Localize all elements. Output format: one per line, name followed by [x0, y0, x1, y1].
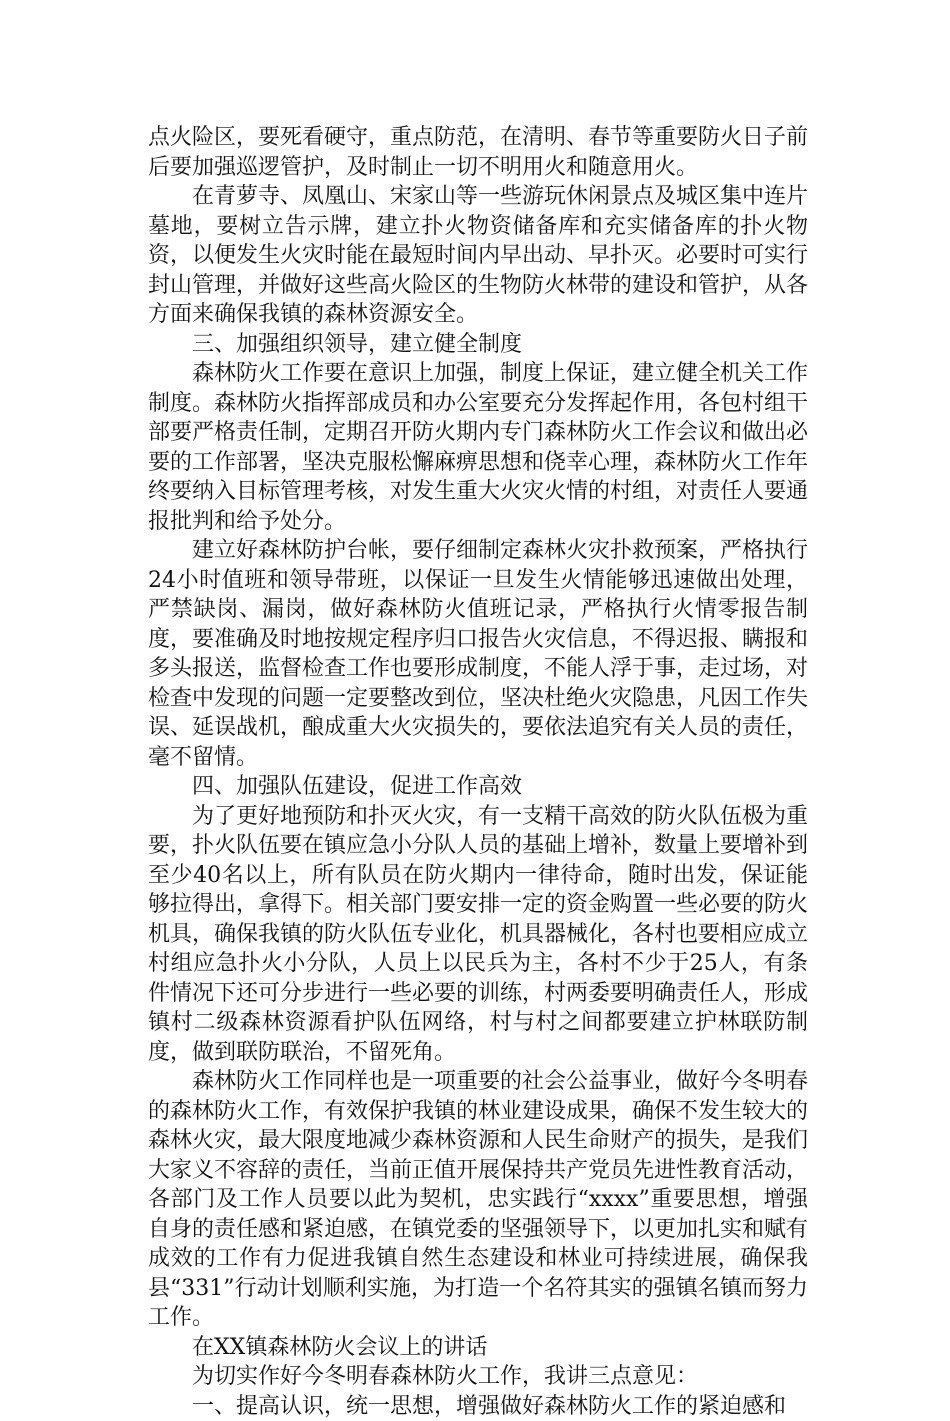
paragraph-organization: 森林防火工作要在意识上加强，制度上保证，建立健全机关工作制度。森林防火指挥部成员和办公室要充分发挥起作用，各包村组干部要严格责任制，定期召开防火期内专门森林防火工作会议和做出必要的工作部署，坚决克服松懈麻痹思想和侥幸心理，森林防火工作年终要纳入目标管理考核，对发生重大火灾火情的村组，对责任人要通报批判和给予处分。	[148, 359, 808, 536]
section-heading-four: 四、加强队伍建设，促进工作高效	[148, 772, 808, 802]
paragraph-public-welfare: 森林防火工作同样也是一项重要的社会公益事业，做好今冬明春的森林防火工作，有效保护我镇的林业建设成果，确保不发生较大的森林火灾，最大限度地减少森林资源和人民生命财产的损失，是我们大家义不容辞的责任，当前正值开展保持共产党员先进性教育活动，各部门及工作人员要以此为契机，忠实践行“xxxx”重要思想，增强自身的责任感和紧迫感，在镇党委的坚强领导下，以更加扎实和赋有成效的工作有力促进我镇自然生态建设和林业可持续进展，确保我县“331”行动计划顺利实施，为打造一个名符其实的强镇名镇而努力工作。	[148, 1067, 808, 1333]
speech-title: 在XX镇森林防火会议上的讲话	[148, 1333, 808, 1363]
section-heading-one: 一、提高认识，统一思想，增强做好森林防火工作的紧迫感和	[148, 1392, 808, 1421]
paragraph-team-building: 为了更好地预防和扑灭火灾，有一支精干高效的防火队伍极为重要，扑火队伍要在镇应急小分队人员的基础上增补，数量上要增补到至少40名以上，所有队员在防火期内一律待命，随时出发，保证能够拉得出，拿得下。相关部门要安排一定的资金购置一些必要的防火机具，确保我镇的防火队伍专业化，机具器械化，各村也要相应成立村组应急扑火小分队，人员上以民兵为主，各村不少于25人，有条件情况下还可分步进行一些必要的训练，村两委要明确责任人，形成镇村二级森林资源看护队伍网络，村与村之间都要建立护林联防制度，做到联防联治，不留死角。	[148, 802, 808, 1068]
paragraph-scenic-spots: 在青萝寺、凤凰山、宋家山等一些游玩休闲景点及城区集中连片墓地，要树立告示牌，建立扑火物资储备库和充实储备库的扑火物资，以便发生火灾时能在最短时间内早出动、早扑灭。必要时可实行封山管理，并做好这些高火险区的生物防火林带的建设和管护，从各方面来确保我镇的森林资源安全。	[148, 182, 808, 330]
section-heading-three: 三、加强组织领导，建立健全制度	[148, 330, 808, 360]
paragraph-duty-ledger: 建立好森林防护台帐，要仔细制定森林火灾扑救预案，严格执行24小时值班和领导带班，以保证一旦发生火情能够迅速做出处理，严禁缺岗、漏岗，做好森林防火值班记录，严格执行火情零报告制度，要准确及时地按规定程序归口报告火灾信息，不得迟报、瞒报和多头报送，监督检查工作也要形成制度，不能人浮于事，走过场，对检查中发现的问题一定要整改到位，坚决杜绝火灾隐患，凡因工作失误、延误战机，酿成重大火灾损失的，要依法追究有关人员的责任，毫不留情。	[148, 536, 808, 772]
document-body	[148, 123, 808, 1421]
paragraph-fire-risk-areas: 点火险区，要死看硬守，重点防范，在清明、春节等重要防火日子前后要加强巡逻管护，及时制止一切不明用火和随意用火。	[148, 123, 808, 182]
paragraph-speech-intro: 为切实作好今冬明春森林防火工作，我讲三点意见：	[148, 1362, 808, 1392]
